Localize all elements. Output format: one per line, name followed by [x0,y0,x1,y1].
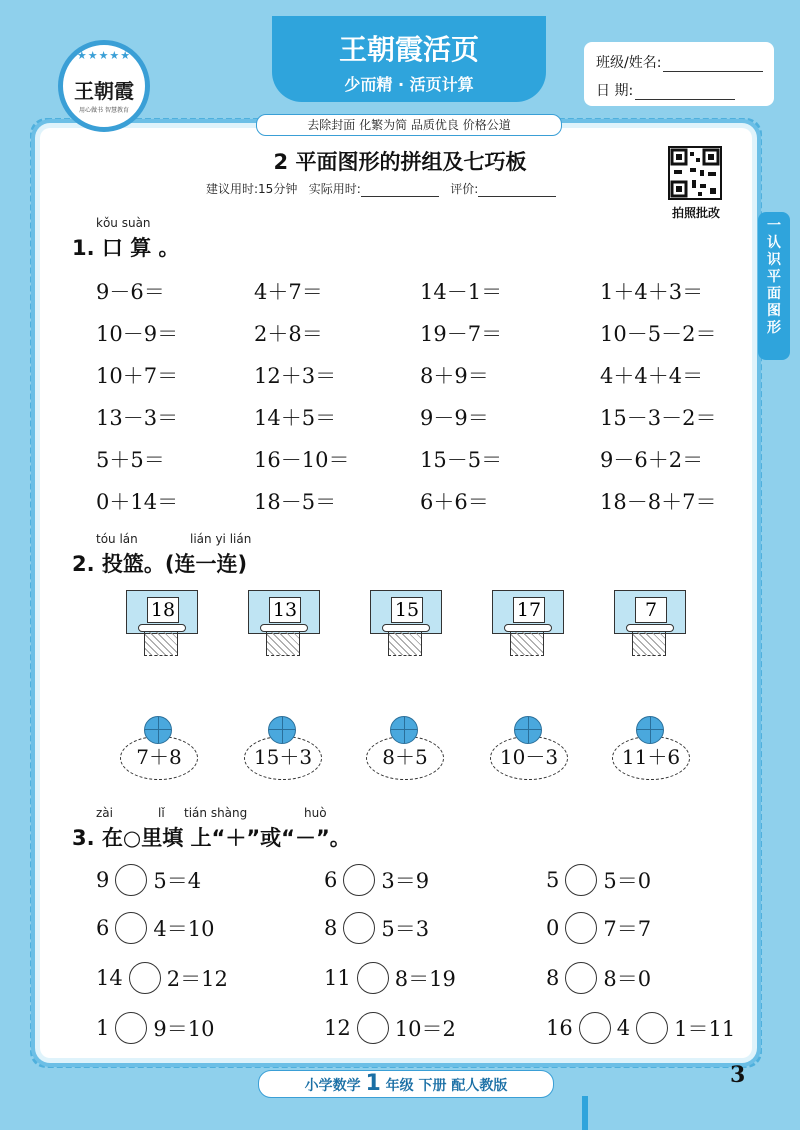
calc-item: 9－6＝ [96,280,165,304]
basketball-expression[interactable] [366,716,444,796]
basketball-hoop[interactable] [248,590,320,658]
calc-item: 1＋4＋3＝ [600,280,704,304]
operator-blank[interactable] [129,962,161,994]
calc-item: 6＋6＝ [420,490,489,514]
hoop-net-icon [388,632,422,656]
operand: 6 [96,916,110,940]
operand: 8 [324,916,338,940]
calc-item: 10－9＝ [96,322,179,346]
calc-item: 0＋14＝ [96,490,179,514]
actual-time-label: 实际用时: [308,182,361,196]
date-label: 日 期: [596,83,634,99]
section1-title: 1. 口 算 。 [72,236,180,260]
calc-item: 4＋7＝ [254,280,323,304]
date-row [596,80,735,100]
calc-item: 10＋7＝ [96,364,179,388]
expression-oval: 10－3 [490,736,568,780]
rating-label: 评价: [450,182,479,196]
basketball-expression[interactable] [244,716,322,796]
binding-stripe [582,1096,588,1130]
equation-rest: 5＝3 [381,917,430,941]
expression-oval: 7＋8 [120,736,198,780]
class-name-row [596,52,763,72]
section2-pinyin-b: lián yi lián [190,532,252,546]
calc-item: 19－7＝ [420,322,503,346]
calc-item: 13－3＝ [96,406,179,430]
basketball-hoop[interactable] [614,590,686,658]
calc-item: 12＋3＝ [254,364,337,388]
logo-stars-icon: ★★★★★ [76,49,132,62]
fill-equation [324,864,429,896]
logo-text: 王朝霞 [74,79,134,103]
fill-equation [324,1012,456,1044]
equation-rest: 9＝10 [153,1017,215,1041]
operator-blank[interactable] [115,864,147,896]
qr-code-icon[interactable] [668,146,722,200]
hoop-number: 17 [513,597,545,623]
section3-pinyin-zai: zài [96,806,113,820]
calc-item: 18－5＝ [254,490,337,514]
side-tab-char: 一 [767,218,781,234]
date-field[interactable] [635,85,735,100]
hoop-rim [260,624,308,632]
equation-rest: 4＝10 [153,917,215,941]
hoop-net-icon [266,632,300,656]
section1-pinyin: kǒu suàn [96,216,151,230]
calc-item: 16－10＝ [254,448,350,472]
section3-pinyin-huo: huò [304,806,327,820]
class-name-label: 班级/姓名: [596,55,662,71]
fill-equation [324,962,456,994]
banner-subtitle: 少而精 · 活页计算 [344,75,474,94]
chapter-side-tab [758,212,790,360]
calc-item: 10－5－2＝ [600,322,717,346]
basketball-icon [390,716,418,744]
fill-equation [546,1012,735,1044]
section3-pinyin-tian: tián shàng [184,806,248,820]
lesson-title: 2 平面图形的拼组及七巧板 [273,150,527,174]
hoop-net-icon [510,632,544,656]
basketball-hoop[interactable] [126,590,198,658]
fill-equation [546,864,651,896]
operand: 11 [324,966,351,990]
qr-label: 拍照批改 [671,206,720,220]
calc-item: 5＋5＝ [96,448,165,472]
calc-item: 4＋4＋4＝ [600,364,704,388]
header-banner [272,16,546,102]
hoop-number: 13 [269,597,301,623]
timing-line [206,180,556,197]
operator-blank[interactable] [343,864,375,896]
operand: 14 [96,966,123,990]
operator-blank[interactable] [636,1012,668,1044]
hoop-number: 15 [391,597,423,623]
expression-oval: 11＋6 [612,736,690,780]
calc-item: 14＋5＝ [254,406,337,430]
equation-rest: 7＝7 [603,917,652,941]
expression-oval: 15＋3 [244,736,322,780]
section3-title: 3. 在○里填 上“＋”或“－”。 [72,826,351,850]
equation-rest: 10＝2 [394,1017,456,1041]
operator-blank[interactable] [343,912,375,944]
hoop-number: 7 [635,597,667,623]
calc-item: 14－1＝ [420,280,503,304]
calc-item: 15－3－2＝ [600,406,717,430]
calc-item: 15－5＝ [420,448,503,472]
slogan: 去除封面 化繁为简 品质优良 价格公道 [256,114,562,136]
section2-pinyin-a: tóu lán [96,532,138,546]
basketball-icon [144,716,172,744]
operator-blank[interactable] [565,912,597,944]
operator-blank[interactable] [115,1012,147,1044]
operand: 5 [546,868,560,892]
fill-equation [96,912,214,944]
equation-rest: 5＝0 [603,869,652,893]
hoop-net-icon [632,632,666,656]
calc-item: 8＋9＝ [420,364,489,388]
banner-title: 王朝霞活页 [338,33,479,66]
equation-rest: 8＝19 [394,967,456,991]
brand-logo [58,40,150,132]
side-tab-char: 认 [767,235,781,251]
logo-subtitle: 用心做书 智慧教育 [79,107,129,114]
side-tab-char: 识 [767,252,781,268]
footer-edition: 年级 下册 配人教版 [385,1078,508,1094]
operand: 16 [546,1016,573,1040]
suggested-time: 建议用时:15分钟 [206,182,298,196]
operator-blank[interactable] [579,1012,611,1044]
footer-grade: 1 [365,1071,381,1096]
basketball-icon [636,716,664,744]
basketball-expression[interactable] [612,716,690,796]
hoop-rim [626,624,674,632]
operand: 12 [324,1016,351,1040]
fill-equation [96,962,228,994]
basketball-expression[interactable] [120,716,198,796]
fill-equation [546,962,651,994]
operator-blank[interactable] [357,962,389,994]
rating-field[interactable] [478,184,556,197]
operator-blank[interactable] [565,962,597,994]
equation-rest: 3＝9 [381,869,430,893]
fill-equation [96,864,201,896]
basketball-icon [514,716,542,744]
basketball-hoop[interactable] [370,590,442,658]
operand: 9 [96,868,110,892]
hoop-rim [504,624,552,632]
calc-item: 18－8＋7＝ [600,490,717,514]
side-tab-char: 面 [767,286,781,302]
hoop-net-icon [144,632,178,656]
fill-equation [546,912,651,944]
expression-oval: 8＋5 [366,736,444,780]
footer-badge [258,1070,554,1098]
equation-rest: 2＝12 [166,967,228,991]
calc-item: 9－6＋2＝ [600,448,704,472]
operand: 0 [546,916,560,940]
section3-pinyin-li: lǐ [158,806,165,820]
equation-rest: 1＝11 [674,1017,736,1041]
operand: 4 [616,1016,631,1040]
fill-equation [96,1012,214,1044]
operand: 6 [324,868,338,892]
footer-subject: 小学数学 [304,1078,361,1094]
operator-blank[interactable] [357,1012,389,1044]
class-name-field[interactable] [663,57,763,72]
student-info-box [584,42,774,106]
section2-title: 2. 投篮。(连一连) [72,552,248,576]
operator-blank[interactable] [115,912,147,944]
hoop-rim [138,624,186,632]
hoop-number: 18 [147,597,179,623]
basketball-icon [268,716,296,744]
fill-equation [324,912,429,944]
side-tab-char: 图 [767,303,781,319]
calc-item: 2＋8＝ [254,322,323,346]
page-number: 3 [730,1062,746,1088]
basketball-expression[interactable] [490,716,568,796]
operator-blank[interactable] [565,864,597,896]
operand: 8 [546,966,560,990]
side-tab-char: 形 [767,320,781,336]
hoop-rim [382,624,430,632]
equation-rest: 5＝4 [153,869,202,893]
operand: 1 [96,1016,110,1040]
equation-rest: 8＝0 [603,967,652,991]
side-tab-char: 平 [767,269,781,285]
calc-item: 9－9＝ [420,406,489,430]
actual-time-field[interactable] [361,184,439,197]
basketball-hoop[interactable] [492,590,564,658]
